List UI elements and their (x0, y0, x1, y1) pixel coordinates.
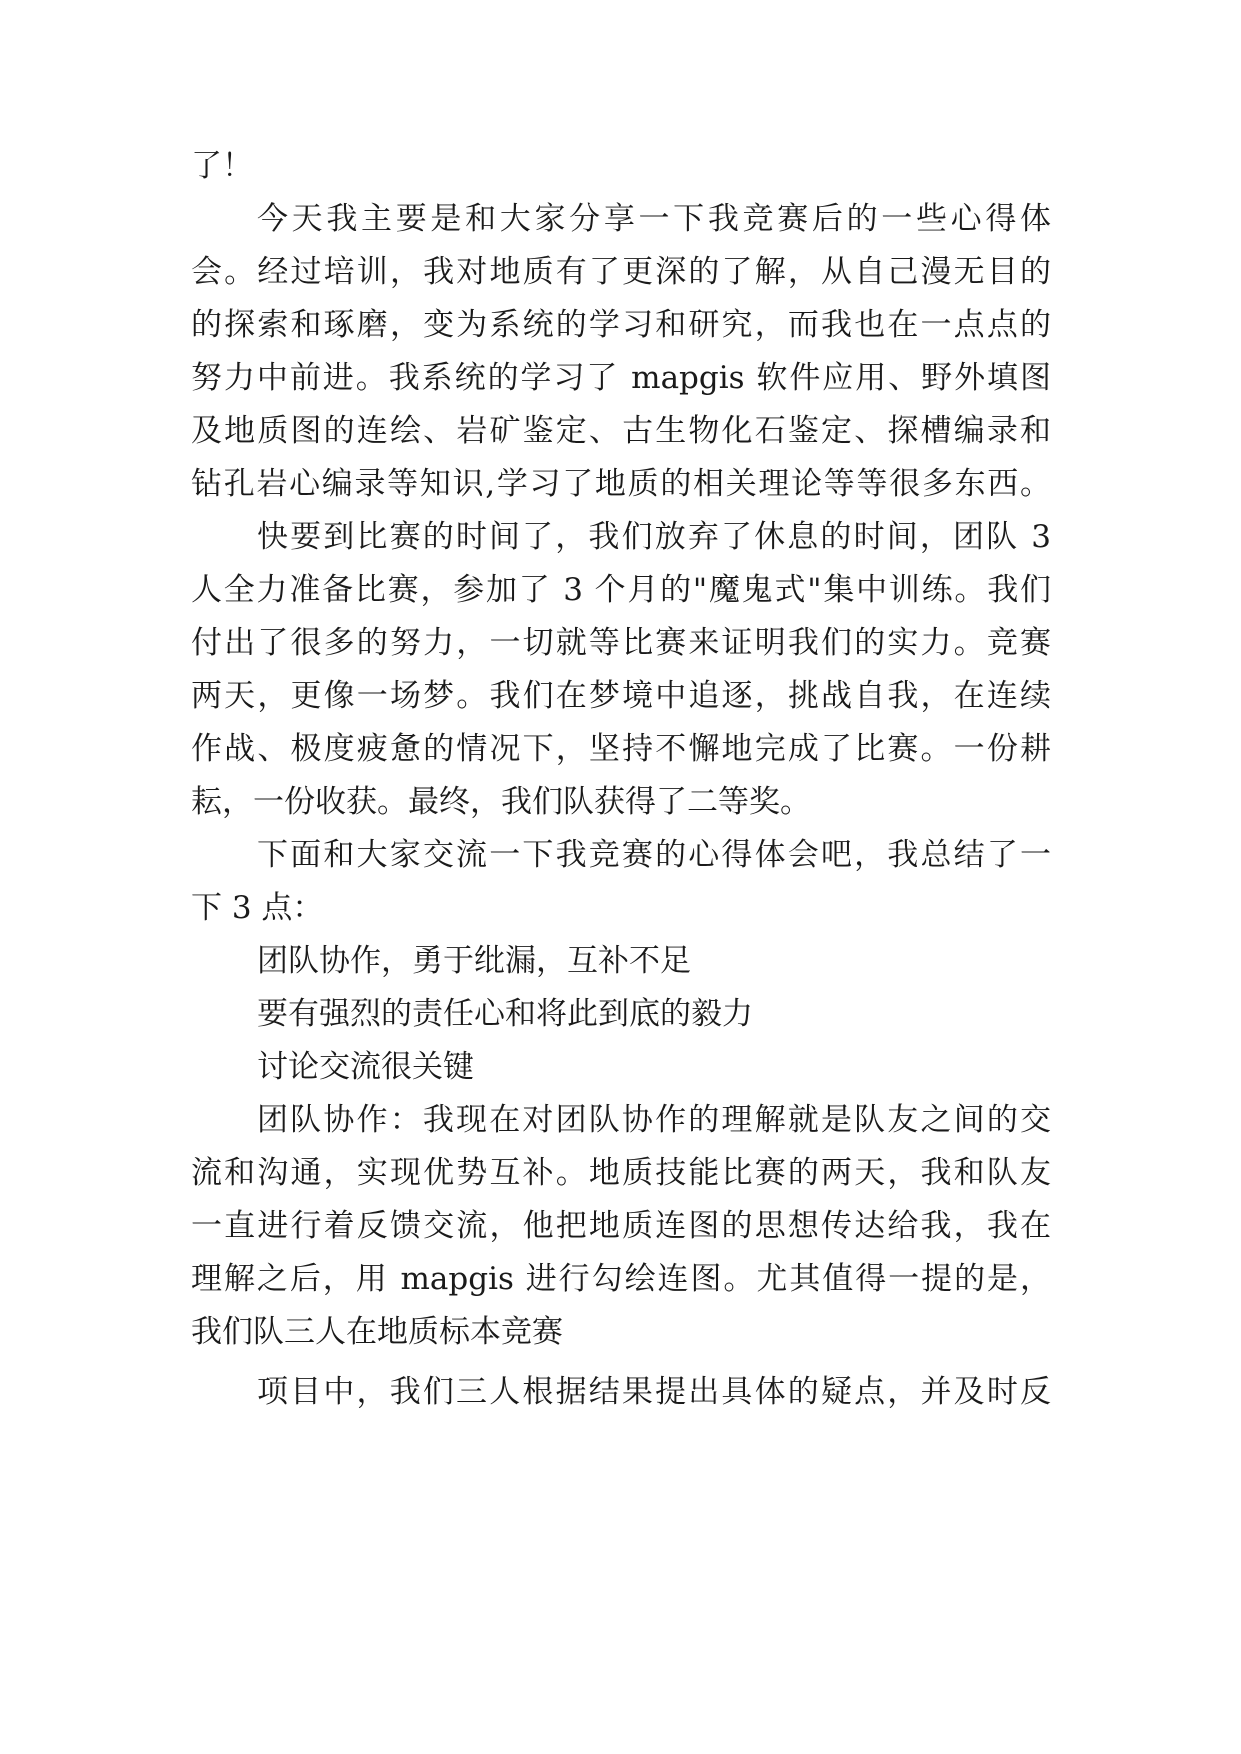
text-line: 下 3 点： (191, 890, 324, 926)
paragraph-first-line: 快要到比赛的时间了，我们放弃了休息的时间，团队 3 (257, 519, 1051, 555)
text-line: 及地质图的连绘、岩矿鉴定、古生物化石鉴定、探槽编录和 (191, 413, 1051, 449)
paragraph-first-line: 今天我主要是和大家分享一下我竞赛后的一些心得体 (257, 201, 1051, 237)
list-item: 团队协作，勇于纰漏，互补不足 (257, 943, 691, 979)
paragraph-first-line: 团队协作：我现在对团队协作的理解就是队友之间的交 (257, 1102, 1051, 1138)
paragraph-first-line: 下面和大家交流一下我竞赛的心得体会吧，我总结了一 (257, 837, 1051, 873)
text-line: 我们队三人在地质标本竞赛 (191, 1314, 563, 1350)
text-line: 努力中前进。我系统的学习了 mapgis 软件应用、野外填图 (191, 360, 1051, 396)
text-line: 人全力准备比赛，参加了 3 个月的"魔鬼式"集中训练。我们 (191, 572, 1051, 608)
list-item: 要有强烈的责任心和将此到底的毅力 (257, 996, 753, 1032)
text-line: 的探索和琢磨，变为系统的学习和研究，而我也在一点点的 (191, 307, 1051, 343)
text-line: 耘，一份收获。最终，我们队获得了二等奖。 (191, 784, 811, 820)
text-line: 会。经过培训，我对地质有了更深的了解，从自己漫无目的 (191, 254, 1051, 290)
text-line: 付出了很多的努力，一切就等比赛来证明我们的实力。竞赛 (191, 625, 1051, 661)
text-line: 流和沟通，实现优势互补。地质技能比赛的两天，我和队友 (191, 1155, 1051, 1191)
text-line: 两天，更像一场梦。我们在梦境中追逐，挑战自我，在连续 (191, 678, 1051, 714)
text-line: 了！ (191, 148, 253, 184)
text-line: 作战、极度疲惫的情况下，坚持不懈地完成了比赛。一份耕 (191, 731, 1051, 767)
list-item: 讨论交流很关键 (257, 1049, 474, 1085)
paragraph-first-line: 项目中，我们三人根据结果提出具体的疑点，并及时反 (257, 1374, 1051, 1410)
text-line: 理解之后，用 mapgis 进行勾绘连图。尤其值得一提的是， (191, 1261, 1051, 1297)
text-line: 钻孔岩心编录等知识,学习了地质的相关理论等等很多东西。 (191, 466, 1051, 502)
text-line: 一直进行着反馈交流，他把地质连图的思想传达给我，我在 (191, 1208, 1051, 1244)
